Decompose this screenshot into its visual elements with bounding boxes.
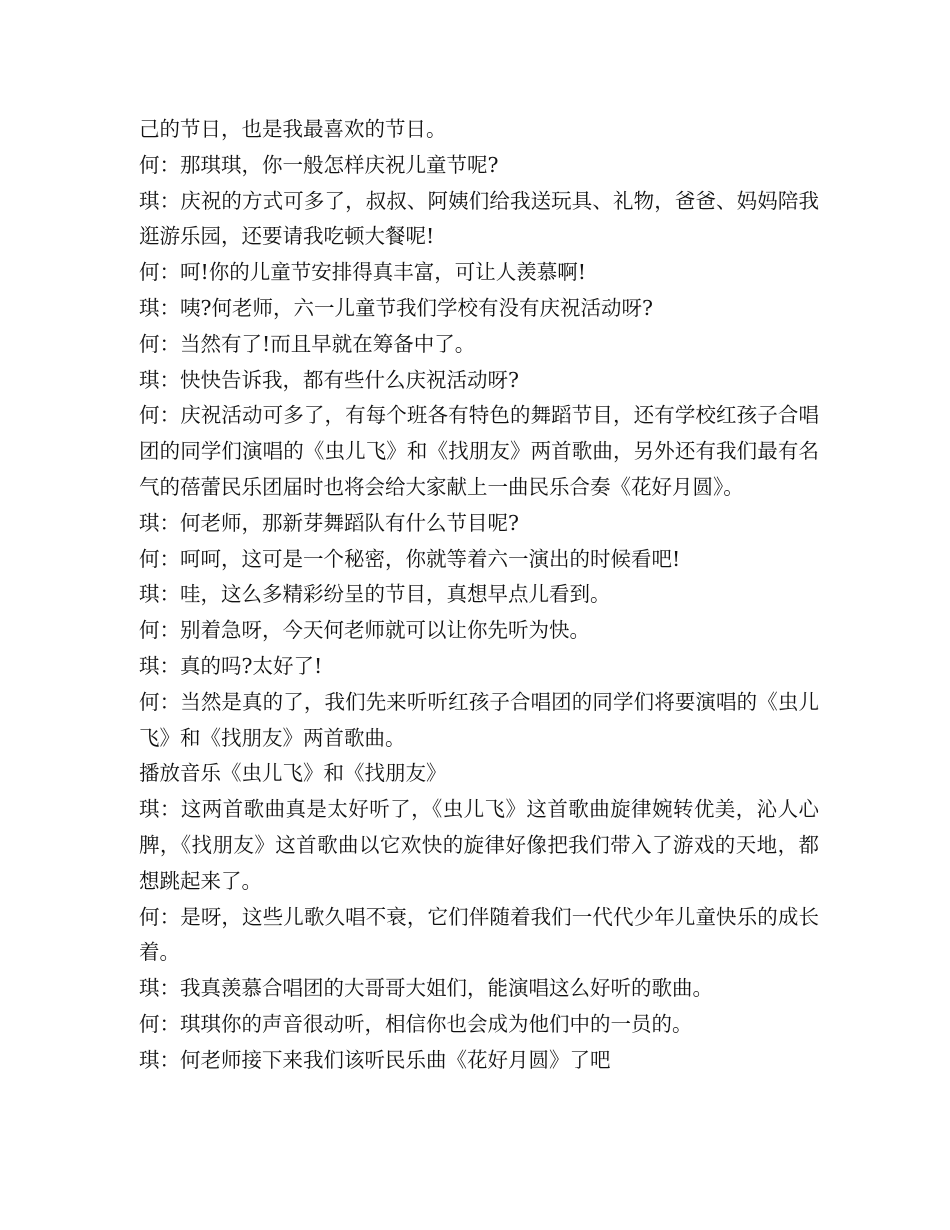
paragraph: 何：别着急呀，今天何老师就可以让你先听为快。 bbox=[139, 618, 590, 643]
paragraph: 琪：哇，这么多精彩纷呈的节目，真想早点儿看到。 bbox=[139, 582, 611, 607]
paragraph: 何：呵!你的儿童节安排得真丰富，可让人羡慕啊! bbox=[139, 260, 586, 285]
paragraph: 琪：我真羡慕合唱团的大哥哥大姐们，能演唱这么好听的歌曲。 bbox=[139, 976, 713, 1001]
paragraph: 琪：庆祝的方式可多了，叔叔、阿姨们给我送玩具、礼物，爸爸、妈妈陪我逛游乐园，还要请我吃顿大餐呢! bbox=[139, 188, 819, 249]
paragraph: 琪：何老师，那新芽舞蹈队有什么节目呢? bbox=[139, 510, 519, 535]
dialogue-text-block bbox=[139, 112, 819, 1079]
paragraph: 播放音乐《虫儿飞》和《找朋友》 bbox=[139, 761, 447, 786]
paragraph: 何：当然是真的了，我们先来听听红孩子合唱团的同学们将要演唱的《虫儿飞》和《找朋友》两首歌曲。 bbox=[139, 689, 819, 750]
paragraph: 何：庆祝活动可多了，有每个班各有特色的舞蹈节目，还有学校红孩子合唱团的同学们演唱的《虫儿飞》和《找朋友》两首歌曲，另外还有我们最有名气的蓓蕾民乐团届时也将会给大家献上一曲民乐合奏《花好月圆》。 bbox=[139, 403, 819, 499]
paragraph: 何：琪琪你的声音很动听，相信你也会成为他们中的一员的。 bbox=[139, 1011, 693, 1036]
paragraph: 琪：咦?何老师，六一儿童节我们学校有没有庆祝活动呀? bbox=[139, 295, 653, 320]
paragraph: 何：那琪琪，你一般怎样庆祝儿童节呢? bbox=[139, 152, 499, 177]
paragraph: 何：当然有了!而且早就在筹备中了。 bbox=[139, 331, 476, 356]
paragraph: 琪：真的吗?太好了! bbox=[139, 653, 323, 678]
paragraph: 何：呵呵，这可是一个秘密，你就等着六一演出的时候看吧! bbox=[139, 546, 681, 571]
paragraph: 琪：何老师接下来我们该听民乐曲《花好月圆》了吧 bbox=[139, 1047, 611, 1072]
paragraph: 己的节日，也是我最喜欢的节日。 bbox=[139, 117, 447, 141]
paragraph: 何：是呀，这些儿歌久唱不衰，它们伴随着我们一代代少年儿童快乐的成长着。 bbox=[139, 904, 819, 965]
paragraph: 琪：这两首歌曲真是太好听了，《虫儿飞》这首歌曲旋律婉转优美，沁人心脾，《找朋友》这首歌曲以它欢快的旋律好像把我们带入了游戏的天地，都想跳起来了。 bbox=[139, 797, 819, 893]
paragraph: 琪：快快告诉我，都有些什么庆祝活动呀? bbox=[139, 367, 519, 392]
